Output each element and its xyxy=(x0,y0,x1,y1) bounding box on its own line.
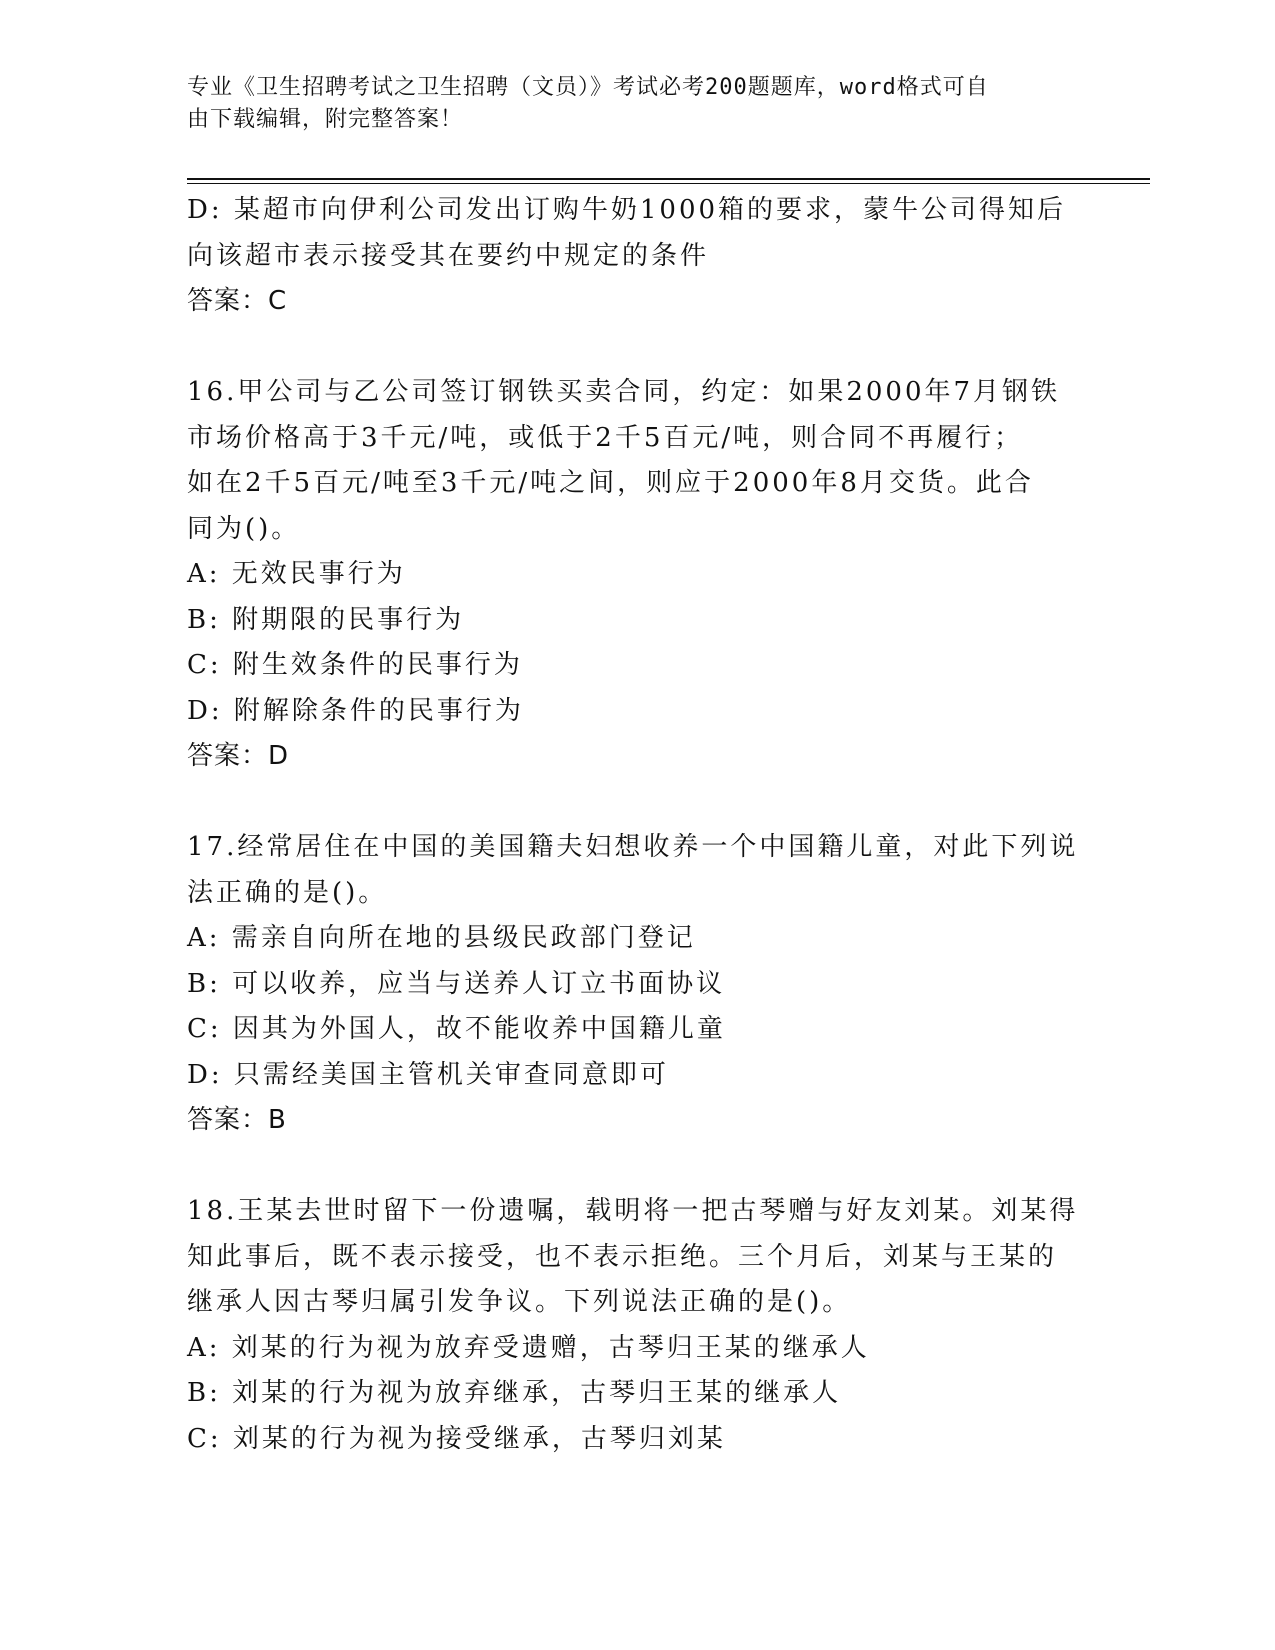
q18-stem-line-3: 继承人因古琴归属引发争议。下列说法正确的是()。 xyxy=(187,1287,852,1317)
q18-option-c: C: 刘某的行为视为接受继承，古琴归刘某 xyxy=(187,1423,726,1454)
q15-option-d-line-2: 向该超市表示接受其在要约中规定的条件 xyxy=(187,240,710,271)
q16-option-b: B: 附期限的民事行为 xyxy=(187,604,465,635)
q17-option-b: B: 可以收养，应当与送养人订立书面协议 xyxy=(187,968,726,999)
q17-answer: 答案：B xyxy=(187,1105,287,1135)
header-divider-thick xyxy=(187,178,1150,180)
q15-option-d-line-1: D: 某超市向伊利公司发出订购牛奶1000箱的要求，蒙牛公司得知后 xyxy=(187,195,1067,225)
q16-stem-line-1: 16.甲公司与乙公司签订钢铁买卖合同，约定：如果2000年7月钢铁 xyxy=(187,377,1061,407)
question-content xyxy=(187,188,1087,1462)
q17-option-c: C: 因其为外国人，故不能收养中国籍儿童 xyxy=(187,1014,726,1044)
q18-option-a: A: 刘某的行为视为放弃受遗赠，古琴归王某的继承人 xyxy=(187,1332,870,1363)
q17-option-a: A: 需亲自向所在地的县级民政部门登记 xyxy=(187,923,696,953)
q18-stem-line-1: 18.王某去世时留下一份遗嘱，载明将一把古琴赠与好友刘某。刘某得 xyxy=(187,1196,1079,1226)
q18-stem-line-2: 知此事后，既不表示接受，也不表示拒绝。三个月后，刘某与王某的 xyxy=(187,1241,1058,1272)
spacer xyxy=(187,1144,1087,1190)
q16-option-d: D: 附解除条件的民事行为 xyxy=(187,695,524,726)
question-18 xyxy=(187,1189,1087,1462)
q15-answer: 答案：C xyxy=(187,286,288,316)
q18-option-b: B: 刘某的行为视为放弃继承，古琴归王某的继承人 xyxy=(187,1378,842,1408)
header-line-2: 由下载编辑，附完整答案！ xyxy=(187,107,464,132)
q16-option-c: C: 附生效条件的民事行为 xyxy=(187,650,523,680)
spacer xyxy=(187,780,1087,826)
q16-stem-line-4: 同为()。 xyxy=(187,513,301,544)
q17-stem-line-1: 17.经常居住在中国的美国籍夫妇想收养一个中国籍儿童，对此下列说 xyxy=(187,832,1079,862)
header-divider-thin xyxy=(187,183,1150,184)
q16-answer: 答案：D xyxy=(187,741,290,771)
q17-option-d: D: 只需经美国主管机关审查同意即可 xyxy=(187,1059,669,1090)
document-header xyxy=(187,72,1087,136)
q17-stem-line-2: 法正确的是()。 xyxy=(187,877,388,908)
question-15-tail xyxy=(187,188,1087,325)
q16-option-a: A: 无效民事行为 xyxy=(187,559,406,589)
question-16 xyxy=(187,370,1087,780)
question-17 xyxy=(187,825,1087,1144)
spacer xyxy=(187,325,1087,371)
q16-stem-line-3: 如在2千5百元/吨至3千元/吨之间，则应于2000年8月交货。此合 xyxy=(187,468,1034,498)
q16-stem-line-2: 市场价格高于3千元/吨，或低于2千5百元/吨，则合同不再履行； xyxy=(187,422,1024,453)
header-line-1: 专业《卫生招聘考试之卫生招聘（文员）》考试必考200题题库，word格式可自 xyxy=(187,75,989,100)
